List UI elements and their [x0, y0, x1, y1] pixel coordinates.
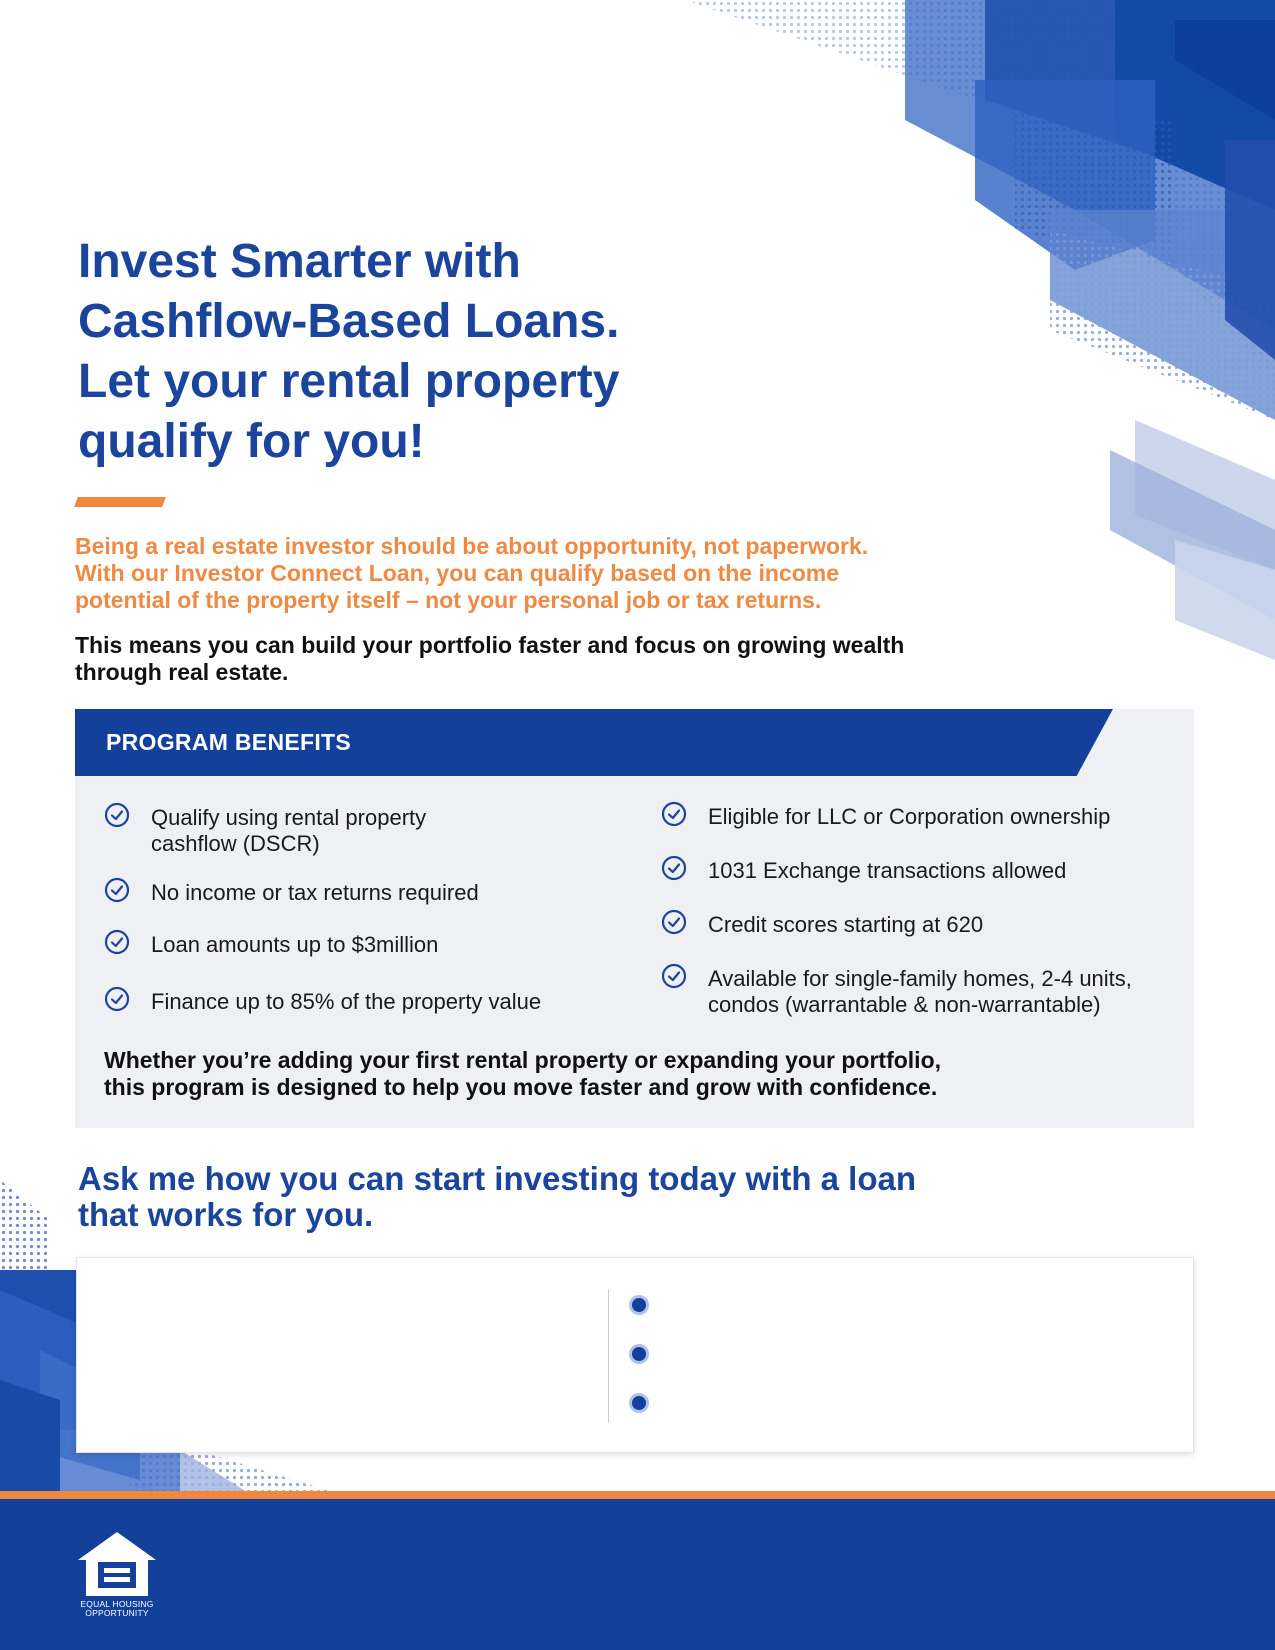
equal-housing-label: EQUAL HOUSING OPPORTUNITY: [80, 1599, 154, 1618]
benefit-item: [661, 804, 1110, 830]
check-circle-icon: [104, 802, 130, 828]
benefit-item: [661, 912, 983, 938]
benefit-item: [661, 966, 1132, 1018]
contact-card-divider: [608, 1289, 609, 1423]
benefit-item: [104, 880, 479, 906]
check-circle-icon: [661, 963, 687, 989]
page-headline: Invest Smarter with Cashflow-Based Loans. Let your rental property qualify for you!: [78, 235, 620, 468]
right-side-decoration: [1055, 420, 1275, 660]
benefit-text: Loan amounts up to $3million: [151, 932, 439, 957]
benefit-text: No income or tax returns required: [151, 880, 479, 905]
intro-body-text: This means you can build your portfolio faster and focus on growing wealth through real estate.: [75, 632, 905, 685]
equal-housing-icon: [76, 1530, 158, 1596]
footer-accent-stripe: [0, 1491, 1275, 1499]
check-circle-icon: [661, 909, 687, 935]
benefits-closing-text: Whether you’re adding your first rental property or expanding your portfolio, this program is designed to help you move faster and grow with confidence.: [104, 1047, 942, 1100]
headline-accent-rule: [74, 497, 166, 507]
benefit-text: Eligible for LLC or Corporation ownership: [708, 804, 1111, 829]
contact-bullet-icon: [629, 1344, 649, 1364]
benefit-item: [104, 989, 541, 1015]
call-to-action-heading: Ask me how you can start investing today with a loan that works for you.: [78, 1160, 917, 1233]
benefit-item: [661, 858, 1066, 884]
contact-bullet-icon: [629, 1295, 649, 1315]
benefit-text: Finance up to 85% of the property value: [151, 989, 542, 1014]
benefit-text: Credit scores starting at 620: [708, 912, 984, 937]
check-circle-icon: [661, 855, 687, 881]
program-benefits-title: PROGRAM BENEFITS: [106, 729, 352, 755]
footer-bar: [0, 1499, 1275, 1650]
check-circle-icon: [661, 801, 687, 827]
check-circle-icon: [104, 877, 130, 903]
intro-highlight-text: Being a real estate investor should be about opportunity, not paperwork. With our Investor Connect Loan, you can qualify based on the income potential of the property itself – not your personal job or tax returns.: [75, 533, 869, 613]
benefit-text: Available for single-family homes, 2-4 units, condos (warrantable & non-warrantable): [708, 966, 1132, 1017]
contact-bullet-icon: [629, 1393, 649, 1413]
benefit-text: 1031 Exchange transactions allowed: [708, 858, 1067, 883]
benefit-item: [104, 805, 426, 857]
check-circle-icon: [104, 986, 130, 1012]
benefit-text: Qualify using rental property cashflow (DSCR): [151, 805, 427, 856]
check-circle-icon: [104, 929, 130, 955]
benefit-item: [104, 932, 438, 958]
